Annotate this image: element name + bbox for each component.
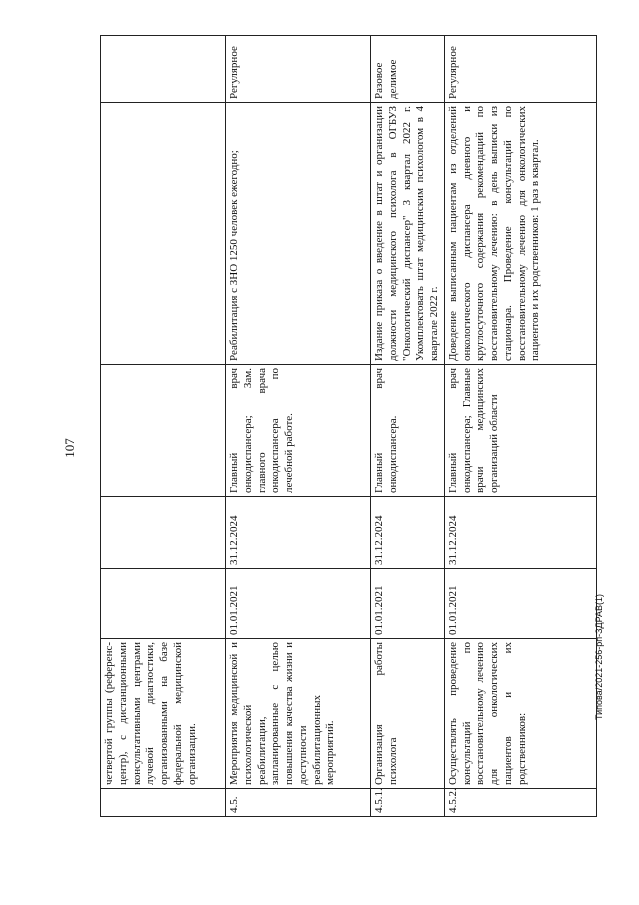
start-date: 01.01.2021 — [444, 569, 596, 639]
end-date — [101, 497, 226, 569]
table-row — [101, 36, 226, 817]
result-cell: Доведение выписанным пациентам из отделений онкологического диспансера дневного и круглосуточного содержания рекомендаций по восстановительному лечению: в день выписки из стационара. Проведение консультаций по восстановительному лечению для онкологических пациентов и их родственников: 1 раз в квартал. — [444, 103, 596, 365]
row-number: 4.5.2. — [444, 789, 596, 817]
periodicity-cell: Регулярное — [226, 36, 371, 103]
end-date: 31.12.2024 — [226, 497, 371, 569]
row-number: 4.5. — [226, 789, 371, 817]
start-date: 01.01.2021 — [226, 569, 371, 639]
row-number: 4.5.1. — [371, 789, 445, 817]
event-cell: четвертой группы (референс-центр), с дистанционными консультативными центрами лучевой диагностики, организованными на базе федеральной медицинской организации. — [101, 639, 226, 789]
table-row — [444, 36, 596, 817]
table-row — [226, 36, 371, 817]
event-cell: Организация работы психолога — [371, 639, 445, 789]
row-number — [101, 789, 226, 817]
document-code: Типова/2021-256-рп-ЗДРАВ(1) — [594, 593, 604, 720]
rotated-table-sheet — [100, 36, 594, 817]
periodicity-cell: Разовое делимое — [371, 36, 445, 103]
start-date — [101, 569, 226, 639]
result-cell — [101, 103, 226, 365]
periodicity-cell — [101, 36, 226, 103]
responsible-cell: Главный врач онкодиспансера; Главные врачи медицинских организаций области — [444, 365, 596, 497]
end-date: 31.12.2024 — [371, 497, 445, 569]
periodicity-cell: Регулярное — [444, 36, 596, 103]
action-plan-table — [100, 35, 597, 817]
responsible-cell: Главный врач онкодиспансера; Зам. главного врача онкодиспансера по лечебной работе. — [226, 365, 371, 497]
page-number: 107 — [61, 438, 77, 458]
result-cell: Реабилитация с ЗНО 1250 человек ежегодно; — [226, 103, 371, 365]
event-cell: Мероприятия медицинской и психологической реабилитации, запланированные с целью повышения качества жизни и доступности реабилитационных мероприятий. — [226, 639, 371, 789]
responsible-cell: Главный врач онкодиспансера. — [371, 365, 445, 497]
responsible-cell — [101, 365, 226, 497]
event-cell: Осуществлять проведение консультаций по восстановительному лечению для онкологических пациентов и их родственников: — [444, 639, 596, 789]
table-row — [371, 36, 445, 817]
end-date: 31.12.2024 — [444, 497, 596, 569]
start-date: 01.01.2021 — [371, 569, 445, 639]
result-cell: Издание приказа о введение в штат и организации должности медицинского психолога в ОГБУЗ "Онкологический диспансер" 3 квартал 2022 г. Укомплектовать штат медицинским психологом в 4 квартале 2022 г. — [371, 103, 445, 365]
